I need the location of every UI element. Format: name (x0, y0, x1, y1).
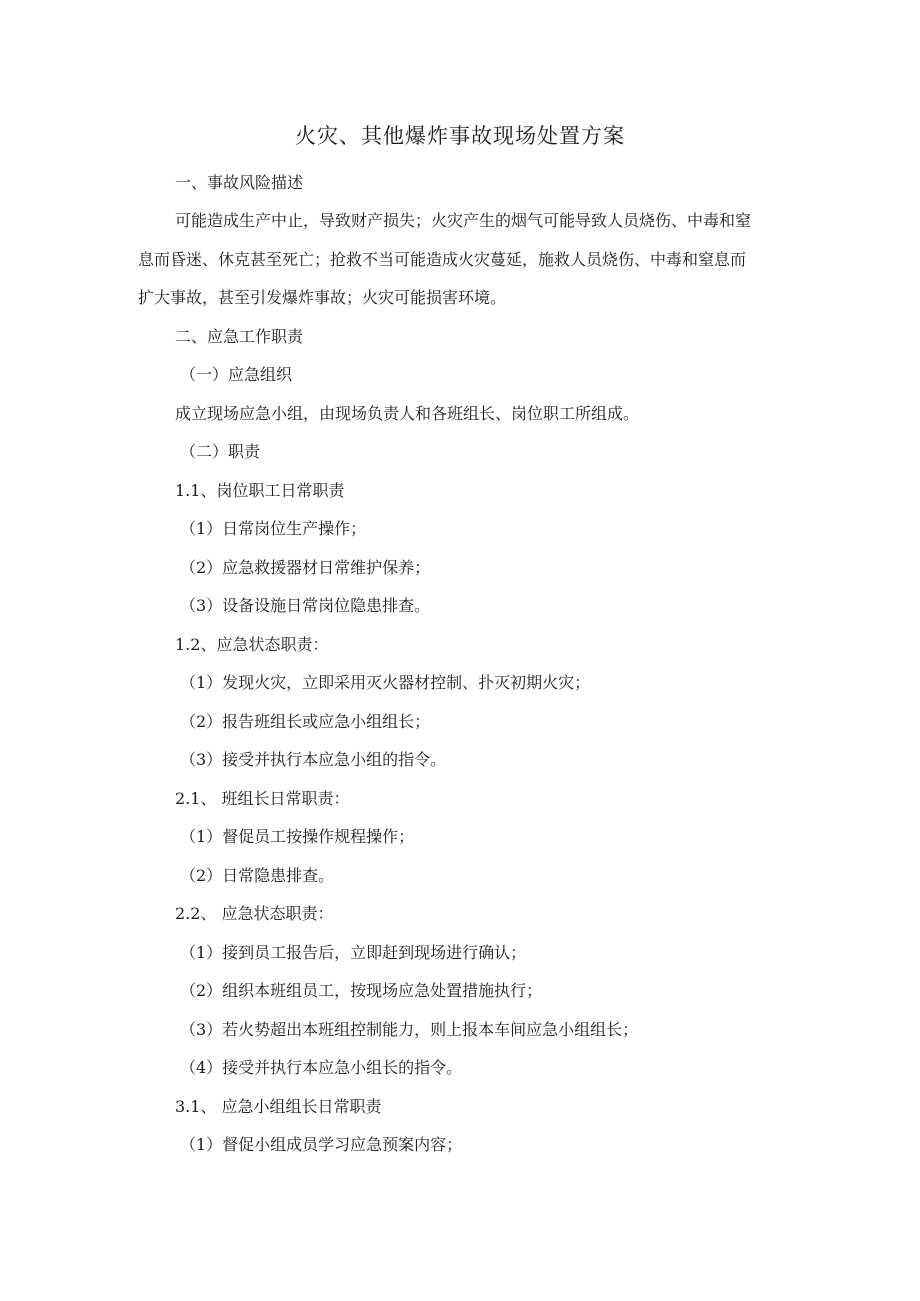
section-heading: 一、事故风险描述 (175, 173, 304, 192)
list-item: （3）若火势超出本班组控制能力，则上报本车间应急小组组长； (180, 1020, 639, 1039)
item-heading: 3.1、 应急小组组长日常职责 (175, 1097, 382, 1116)
section-heading: 二、应急工作职责 (175, 327, 304, 346)
list-item: （1）督促员工按操作规程操作； (180, 827, 415, 846)
list-item: （3）接受并执行本应急小组的指令。 (180, 750, 447, 769)
item-heading: 1.2、应急状态职责： (175, 635, 329, 654)
paragraph-line: 可能造成生产中止，导致财产损失；火灾产生的烟气可能导致人员烧伤、中毒和窒 (175, 211, 752, 230)
subsection-heading: （一）应急组织 (180, 365, 293, 384)
list-item: （2）应急救援器材日常维护保养； (180, 558, 431, 577)
list-item: （1）发现火灾，立即采用灭火器材控制、扑灭初期火灾； (180, 673, 591, 692)
item-heading: 1.1、岗位职工日常职责 (175, 481, 345, 500)
list-item: （4）接受并执行本应急小组长的指令。 (180, 1058, 463, 1077)
list-item: （3）设备设施日常岗位隐患排查。 (180, 596, 431, 615)
paragraph-line: 成立现场应急小组，由现场负责人和各班组长、岗位职工所组成。 (175, 404, 640, 423)
item-heading: 2.2、 应急状态职责： (175, 904, 334, 923)
list-item: （1）接到员工报告后，立即赶到现场进行确认； (180, 943, 527, 962)
paragraph-line: 息而昏迷、休克甚至死亡；抢救不当可能造成火灾蔓延，施救人员烧伤、中毒和窒息而 (138, 250, 747, 269)
list-item: （2）组织本班组员工，按现场应急处置措施执行； (180, 981, 543, 1000)
list-item: （2）报告班组长或应急小组组长； (180, 712, 431, 731)
list-item: （2）日常隐患排查。 (180, 866, 335, 885)
paragraph-line: 扩大事故，甚至引发爆炸事故；火灾可能损害环境。 (138, 288, 507, 307)
list-item: （1）日常岗位生产操作； (180, 519, 367, 538)
subsection-heading: （二）职责 (180, 442, 261, 461)
item-heading: 2.1、 班组长日常职责： (175, 789, 350, 808)
list-item: （1）督促小组成员学习应急预案内容； (180, 1135, 463, 1154)
document-title: 火灾、其他爆炸事故现场处置方案 (295, 124, 625, 148)
